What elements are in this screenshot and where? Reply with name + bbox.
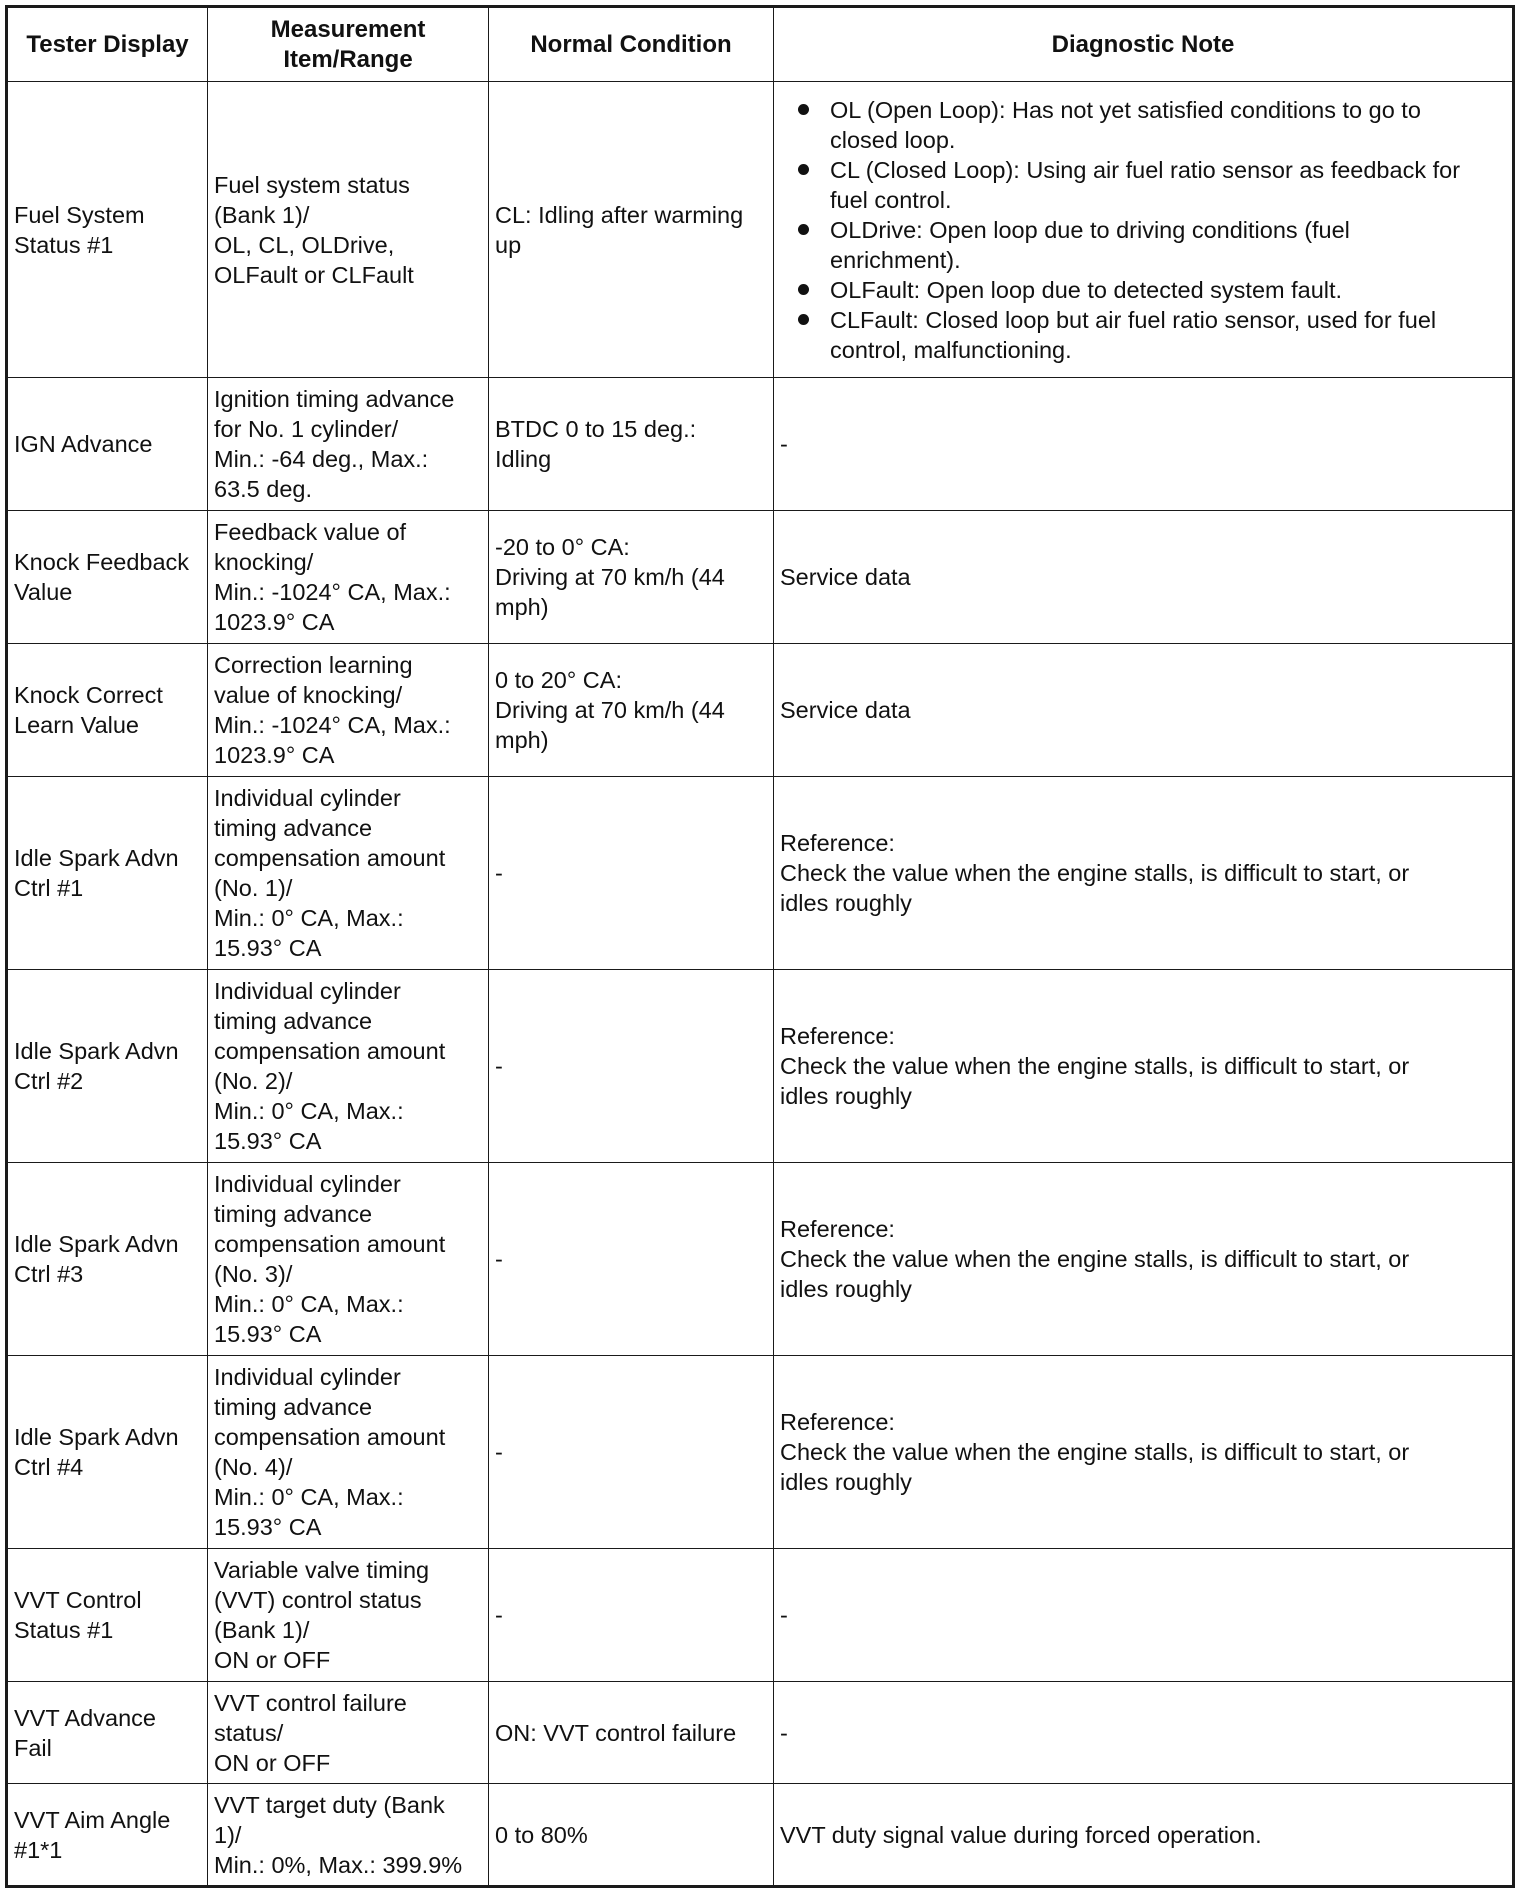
cell-diagnostic-note: VVT duty signal value during forced operation. [774,1784,1514,1887]
cell-measurement: Individual cylinder timing advance compensation amount (No. 4)/ Min.: 0° CA, Max.: 15.93° CA [208,1356,489,1549]
cell-diagnostic-note: Reference: Check the value when the engine stalls, is difficult to start, or idles roughly [774,777,1514,970]
table-row [7,1784,1514,1887]
bullet-item: OL (Open Loop): Has not yet satisfied conditions to go to closed loop. [780,95,1510,155]
cell-measurement: Variable valve timing (VVT) control status (Bank 1)/ ON or OFF [208,1549,489,1682]
diagnostic-bullet-list [780,95,1510,365]
cell-normal-condition: - [489,1356,774,1549]
cell-diagnostic-note: Reference: Check the value when the engine stalls, is difficult to start, or idles roughly [774,970,1514,1163]
bullet-item: CL (Closed Loop): Using air fuel ratio sensor as feedback for fuel control. [780,155,1510,215]
data-list-table [5,5,1515,1888]
cell-measurement: Individual cylinder timing advance compensation amount (No. 2)/ Min.: 0° CA, Max.: 15.93° CA [208,970,489,1163]
table-row [7,511,1514,644]
table-row [7,82,1514,378]
cell-measurement: Ignition timing advance for No. 1 cylinder/ Min.: -64 deg., Max.: 63.5 deg. [208,378,489,511]
cell-measurement: Fuel system status (Bank 1)/ OL, CL, OLDrive, OLFault or CLFault [208,82,489,378]
cell-diagnostic-note: Reference: Check the value when the engine stalls, is difficult to start, or idles roughly [774,1356,1514,1549]
table-row [7,378,1514,511]
bullet-item: OLFault: Open loop due to detected system fault. [780,275,1510,305]
cell-diagnostic-note: Service data [774,511,1514,644]
cell-measurement: Correction learning value of knocking/ Min.: -1024° CA, Max.: 1023.9° CA [208,644,489,777]
cell-normal-condition: BTDC 0 to 15 deg.: Idling [489,378,774,511]
header-measurement: Measurement Item/Range [208,7,489,82]
cell-normal-condition: CL: Idling after warming up [489,82,774,378]
table-row [7,1682,1514,1784]
cell-measurement: Individual cylinder timing advance compensation amount (No. 3)/ Min.: 0° CA, Max.: 15.93° CA [208,1163,489,1356]
cell-normal-condition: 0 to 20° CA: Driving at 70 km/h (44 mph) [489,644,774,777]
bullet-item: CLFault: Closed loop but air fuel ratio sensor, used for fuel control, malfunctioning. [780,305,1510,365]
table-row [7,1356,1514,1549]
cell-measurement: Individual cylinder timing advance compensation amount (No. 1)/ Min.: 0° CA, Max.: 15.93° CA [208,777,489,970]
table-row [7,644,1514,777]
cell-normal-condition: - [489,1163,774,1356]
cell-measurement: VVT control failure status/ ON or OFF [208,1682,489,1784]
cell-tester-display: IGN Advance [7,378,208,511]
header-diagnostic-note: Diagnostic Note [774,7,1514,82]
cell-normal-condition: ON: VVT control failure [489,1682,774,1784]
cell-diagnostic-note: Service data [774,644,1514,777]
cell-tester-display: Idle Spark Advn Ctrl #3 [7,1163,208,1356]
cell-normal-condition: - [489,970,774,1163]
cell-tester-display: Fuel System Status #1 [7,82,208,378]
table-row [7,970,1514,1163]
cell-diagnostic-note: - [774,378,1514,511]
cell-measurement: VVT target duty (Bank 1)/ Min.: 0%, Max.: 399.9% [208,1784,489,1887]
cell-diagnostic-note: Reference: Check the value when the engine stalls, is difficult to start, or idles roughly [774,1163,1514,1356]
cell-tester-display: VVT Control Status #1 [7,1549,208,1682]
table-header-row [7,7,1514,82]
cell-measurement: Feedback value of knocking/ Min.: -1024° CA, Max.: 1023.9° CA [208,511,489,644]
cell-diagnostic-note: - [774,1549,1514,1682]
cell-tester-display: Idle Spark Advn Ctrl #4 [7,1356,208,1549]
table-row [7,1549,1514,1682]
cell-normal-condition: 0 to 80% [489,1784,774,1887]
cell-tester-display: Idle Spark Advn Ctrl #2 [7,970,208,1163]
cell-tester-display: Knock Correct Learn Value [7,644,208,777]
bullet-item: OLDrive: Open loop due to driving conditions (fuel enrichment). [780,215,1510,275]
cell-diagnostic-note: - [774,1682,1514,1784]
table-row [7,777,1514,970]
cell-normal-condition: -20 to 0° CA: Driving at 70 km/h (44 mph) [489,511,774,644]
cell-tester-display: Knock Feedback Value [7,511,208,644]
cell-tester-display: VVT Advance Fail [7,1682,208,1784]
cell-tester-display: VVT Aim Angle #1*1 [7,1784,208,1887]
header-normal-condition: Normal Condition [489,7,774,82]
cell-normal-condition: - [489,777,774,970]
cell-normal-condition: - [489,1549,774,1682]
header-tester-display: Tester Display [7,7,208,82]
table-row [7,1163,1514,1356]
cell-diagnostic-note [774,82,1514,378]
cell-tester-display: Idle Spark Advn Ctrl #1 [7,777,208,970]
